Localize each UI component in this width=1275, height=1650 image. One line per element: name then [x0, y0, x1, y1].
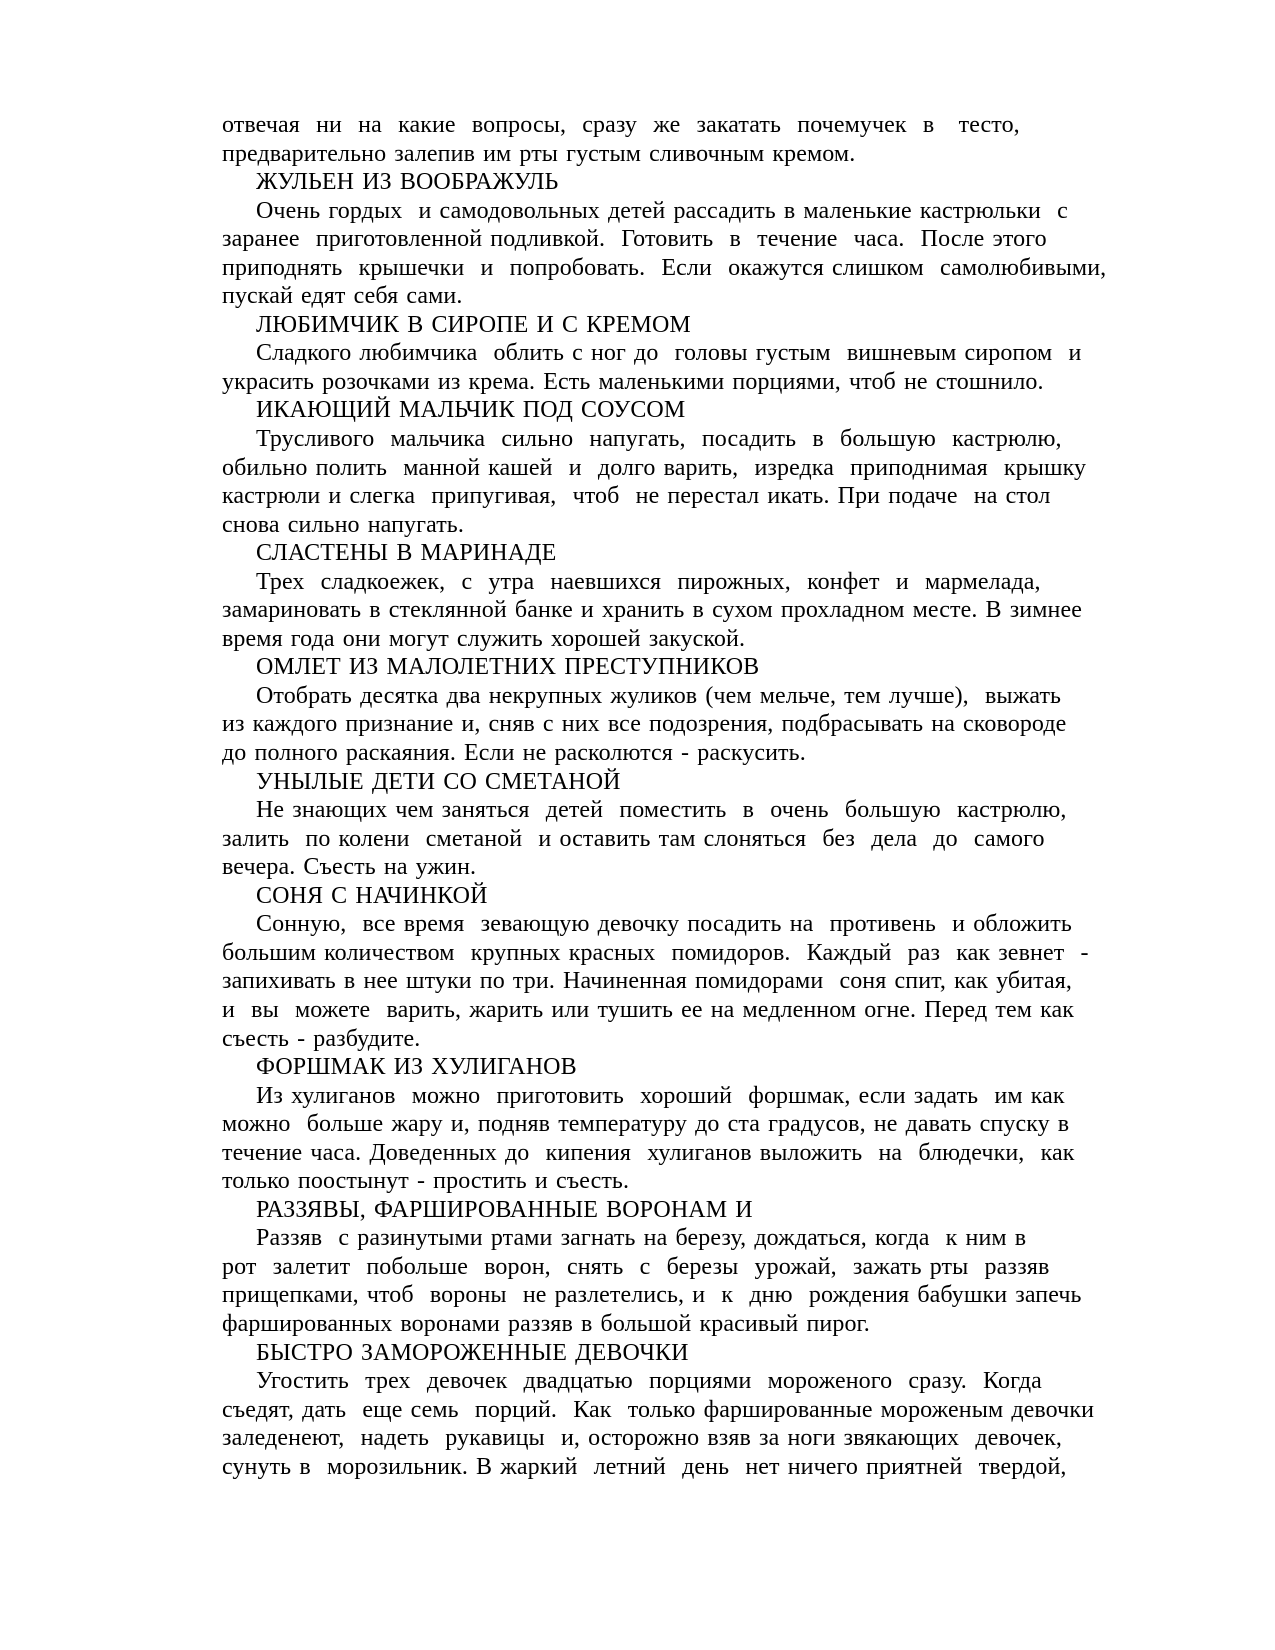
text-line: залить по колени сметаной и оставить там слоняться без дела до самого	[222, 825, 1045, 852]
text-line: из каждого признание и, сняв с них все подозрения, подбрасывать на сковороде	[222, 711, 1067, 738]
text-line: прищепками, чтоб вороны не разлетелись, и к дню рождения бабушки запечь	[222, 1282, 1082, 1309]
text-line: и вы можете варить, жарить или тушить ее на медленном огне. Перед тем как	[222, 996, 1074, 1023]
text-line: рот залетит побольше ворон, снять с березы урожай, зажать рты раззяв	[222, 1253, 1050, 1280]
text-line: обильно полить манной кашей и долго варить, изредка приподнимая крышку	[222, 454, 1087, 481]
text-line: Трусливого мальчика сильно напугать, посадить в большую кастрюлю,	[256, 426, 1062, 453]
text-line: пускай едят себя сами.	[222, 283, 463, 310]
recipe-heading: УНЫЛЫЕ ДЕТИ СО СМЕТАНОЙ	[256, 768, 621, 795]
text-line: украсить розочками из крема. Есть маленькими порциями, чтоб не стошнило.	[222, 368, 1044, 395]
text-line: Раззяв с разинутыми ртами загнать на березу, дождаться, когда к ним в	[256, 1225, 1027, 1252]
recipe-heading: РАЗЗЯВЫ, ФАРШИРОВАННЫЕ ВОРОНАМ И	[256, 1196, 753, 1223]
text-line: замариновать в стеклянной банке и хранить в сухом прохладном месте. В зимнее	[222, 597, 1082, 624]
recipe-heading: ЛЮБИМЧИК В СИРОПЕ И С КРЕМОМ	[256, 311, 691, 338]
recipe-heading: ЖУЛЬЕН ИЗ ВООБРАЖУЛЬ	[256, 169, 559, 196]
text-line: Очень гордых и самодовольных детей рассадить в маленькие кастрюльки с	[256, 197, 1068, 224]
text-line: заранее приготовленной подливкой. Готовить в течение часа. После этого	[222, 226, 1047, 253]
recipe-heading: БЫСТРО ЗАМОРОЖЕННЫЕ ДЕВОЧКИ	[256, 1339, 689, 1366]
recipe-heading: ОМЛЕТ ИЗ МАЛОЛЕТНИХ ПРЕСТУПНИКОВ	[256, 654, 760, 681]
text-line: запихивать в нее штуки по три. Начиненная помидорами соня спит, как убитая,	[222, 968, 1073, 995]
text-line: съесть - разбудите.	[222, 1025, 421, 1052]
recipe-heading: ИКАЮЩИЙ МАЛЬЧИК ПОД СОУСОМ	[256, 397, 686, 424]
text-line: Трех сладкоежек, с утра наевшихся пирожных, конфет и мармелада,	[256, 568, 1041, 595]
text-line: вечера. Съесть на ужин.	[222, 854, 477, 881]
text-line: Угостить трех девочек двадцатью порциями мороженого сразу. Когда	[256, 1368, 1042, 1395]
text-line: приподнять крышечки и попробовать. Если окажутся слишком самолюбивыми,	[222, 254, 1107, 281]
text-line: предварительно залепив им рты густым сливочным кремом.	[222, 140, 856, 167]
text-line: Сладкого любимчика облить с ног до головы густым вишневым сиропом и	[256, 340, 1082, 367]
text-line: фаршированных воронами раззяв в большой красивый пирог.	[222, 1310, 870, 1337]
text-block	[222, 111, 1112, 1481]
text-line: до полного раскаяния. Если не расколются - раскусить.	[222, 740, 806, 767]
text-line: Сонную, все время зевающую девочку посадить на противень и обложить	[256, 911, 1072, 938]
text-line: снова сильно напугать.	[222, 511, 464, 538]
text-line: Отобрать десятка два некрупных жуликов (чем мельче, тем лучше), выжать	[256, 682, 1062, 709]
text-line: время года они могут служить хорошей закуской.	[222, 625, 746, 652]
text-line: только поостынут - простить и съесть.	[222, 1168, 630, 1195]
text-line: Из хулиганов можно приготовить хороший форшмак, если задать им как	[256, 1082, 1065, 1109]
text-line: отвечая ни на какие вопросы, сразу же закатать почемучек в тесто,	[222, 112, 1020, 138]
text-line: кастрюли и слегка припугивая, чтоб не перестал икать. При подаче на стол	[222, 483, 1051, 510]
recipe-heading: ФОРШМАК ИЗ ХУЛИГАНОВ	[256, 1054, 577, 1081]
text-line: Не знающих чем заняться детей поместить в очень большую кастрюлю,	[256, 797, 1067, 824]
recipe-heading: СЛАСТЕНЫ В МАРИНАДЕ	[256, 540, 557, 567]
text-line: течение часа. Доведенных до кипения хулиганов выложить на блюдечки, как	[222, 1139, 1075, 1166]
text-line: съедят, дать еще семь порций. Как только фаршированные мороженым девочки	[222, 1396, 1095, 1423]
text-line: большим количеством крупных красных помидоров. Каждый раз как зевнет -	[222, 939, 1089, 966]
text-line: можно больше жару и, подняв температуру до ста градусов, не давать спуску в	[222, 1111, 1070, 1138]
text-line: сунуть в морозильник. В жаркий летний день нет ничего приятней твердой,	[222, 1453, 1067, 1480]
recipe-heading: СОНЯ С НАЧИНКОЙ	[256, 882, 488, 909]
text-line: заледенеют, надеть рукавицы и, осторожно взяв за ноги звякающих девочек,	[222, 1425, 1062, 1452]
